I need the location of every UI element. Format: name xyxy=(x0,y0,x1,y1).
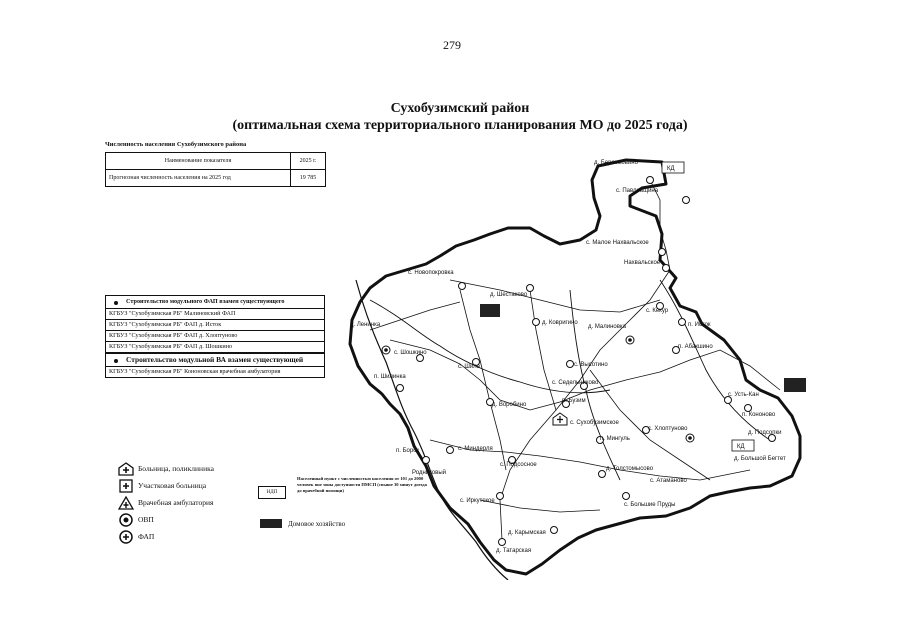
place-label: с. Усть-Кан xyxy=(728,392,759,398)
place-label: с. Подсосное xyxy=(500,462,537,468)
place-label: п. Бузим xyxy=(562,398,586,404)
place-label: с. Шила xyxy=(458,364,481,370)
farm-block xyxy=(480,304,500,317)
legend-row-hospital: Больница, поликлиника xyxy=(118,460,214,477)
ambulatory-icon xyxy=(118,496,134,510)
page-number: 279 xyxy=(443,38,461,52)
place-label: Нахвальское xyxy=(624,260,661,266)
kd-label: КД xyxy=(667,166,675,172)
place-label: п. Исток xyxy=(688,322,711,328)
settlement-note: Населенный пункт с численностью населения от 101 до 2000 человек вне зоны доступности ПМСП (свыше 30 минут доезда до врачебной помощи) xyxy=(297,476,427,493)
place-label: с. Большие Пруды xyxy=(624,502,676,508)
header-indicator: Наименование показателя xyxy=(106,153,291,170)
place-label: п. Абакшино xyxy=(678,344,713,350)
place-label: с. Атаманово xyxy=(650,478,687,484)
va-construction-header: Строительство модульной ВА взамен существующей xyxy=(106,353,324,367)
place-label: д. Карымская xyxy=(508,530,546,536)
place-label: Родниковый xyxy=(412,470,446,476)
place-label: с. Миндерля xyxy=(458,446,493,452)
hospital-icon xyxy=(118,462,134,476)
place-label: п. Мингуль xyxy=(600,436,630,442)
dot-icon xyxy=(114,359,118,363)
hospital-marker xyxy=(553,413,567,425)
list-item: КГБУЗ "Сухобузимская РБ" ФАП д. Исток xyxy=(106,320,324,331)
place-label: д. Толстомысово xyxy=(606,466,654,472)
map-title-line1: Сухобузимский район xyxy=(390,101,530,116)
population-table xyxy=(105,152,326,187)
district-map xyxy=(330,140,810,580)
construction-legend xyxy=(105,295,325,378)
list-item: КГБУЗ "Сухобузимская РБ" ФАП д. Шошкино xyxy=(106,342,324,353)
fap-icon xyxy=(118,530,134,544)
place-label: с. Высотино xyxy=(574,362,608,368)
place-label: д. Подсопки xyxy=(748,430,782,436)
ovp-icon xyxy=(118,513,134,527)
table-row xyxy=(106,170,326,187)
legend-row-ambulatory: Врачебная амбулатория xyxy=(118,494,214,511)
farm-block xyxy=(784,378,806,392)
legend-row-fap: ФАП xyxy=(118,528,214,545)
farm-legend: Домовое хозяйство xyxy=(260,519,345,528)
farm-swatch-icon xyxy=(260,519,282,528)
row-value: 19 785 xyxy=(291,170,326,187)
place-label: д. Большой Бегтет xyxy=(734,456,786,462)
ndp-symbol: НДП xyxy=(258,486,286,499)
place-label: с. Хлоптуново xyxy=(648,426,688,432)
population-caption: Численность населения Сухобузимского района xyxy=(105,141,247,148)
dot-icon xyxy=(114,301,118,305)
district-hospital-icon xyxy=(118,479,134,493)
list-item: КГБУЗ "Сухобузимская РБ" Малиновский ФАП xyxy=(106,309,324,320)
fap-construction-header: Строительство модульного ФАП взамен существующего xyxy=(106,296,324,309)
place-label: с. Сухобузимское xyxy=(570,420,619,426)
list-item: КГБУЗ "Сухобузимская РБ" ФАП д. Хлоптуново xyxy=(106,331,324,342)
place-label: с. Шошкино xyxy=(394,350,427,356)
place-label: д. Татарская xyxy=(496,548,532,554)
map-title xyxy=(150,100,770,134)
place-label: д. Бережковино xyxy=(594,160,638,166)
place-label: п. Шилинка xyxy=(374,374,406,380)
legend-row-ovp: ОВП xyxy=(118,511,214,528)
place-label: с. Кекур xyxy=(646,308,669,314)
place-label: с. Малое Нахвальское xyxy=(586,240,649,246)
place-label: д. Ленинка xyxy=(350,322,381,328)
place-label: с. Иркутское xyxy=(460,498,495,504)
legend-row-district-hospital: Участковая больница xyxy=(118,477,214,494)
place-label: д. Малиновка xyxy=(588,324,627,330)
place-label: д. Шестаково xyxy=(490,292,528,298)
place-label: д. Ковригино xyxy=(542,320,578,326)
place-label: д. Воробино xyxy=(492,402,527,408)
table-row xyxy=(106,153,326,170)
map-title-line2: (оптимальная схема территориального планирования МО до 2025 года) xyxy=(232,118,688,133)
place-label: п. Борок xyxy=(396,448,420,454)
place-label: с. Новопокровка xyxy=(408,270,454,276)
place-label: с. Павловщина xyxy=(616,188,659,194)
place-label: с. Седельниково xyxy=(552,380,599,386)
kd-label: КД xyxy=(737,444,745,450)
place-label: п. Кононово xyxy=(742,412,776,418)
roads xyxy=(370,180,780,540)
row-indicator: Прогнозная численность населения на 2025 год xyxy=(106,170,291,187)
header-year: 2025 г. xyxy=(291,153,326,170)
symbol-legend xyxy=(118,460,214,545)
list-item: КГБУЗ "Сухобузимская РБ" Кононовская врачебная амбулатория xyxy=(109,368,281,375)
